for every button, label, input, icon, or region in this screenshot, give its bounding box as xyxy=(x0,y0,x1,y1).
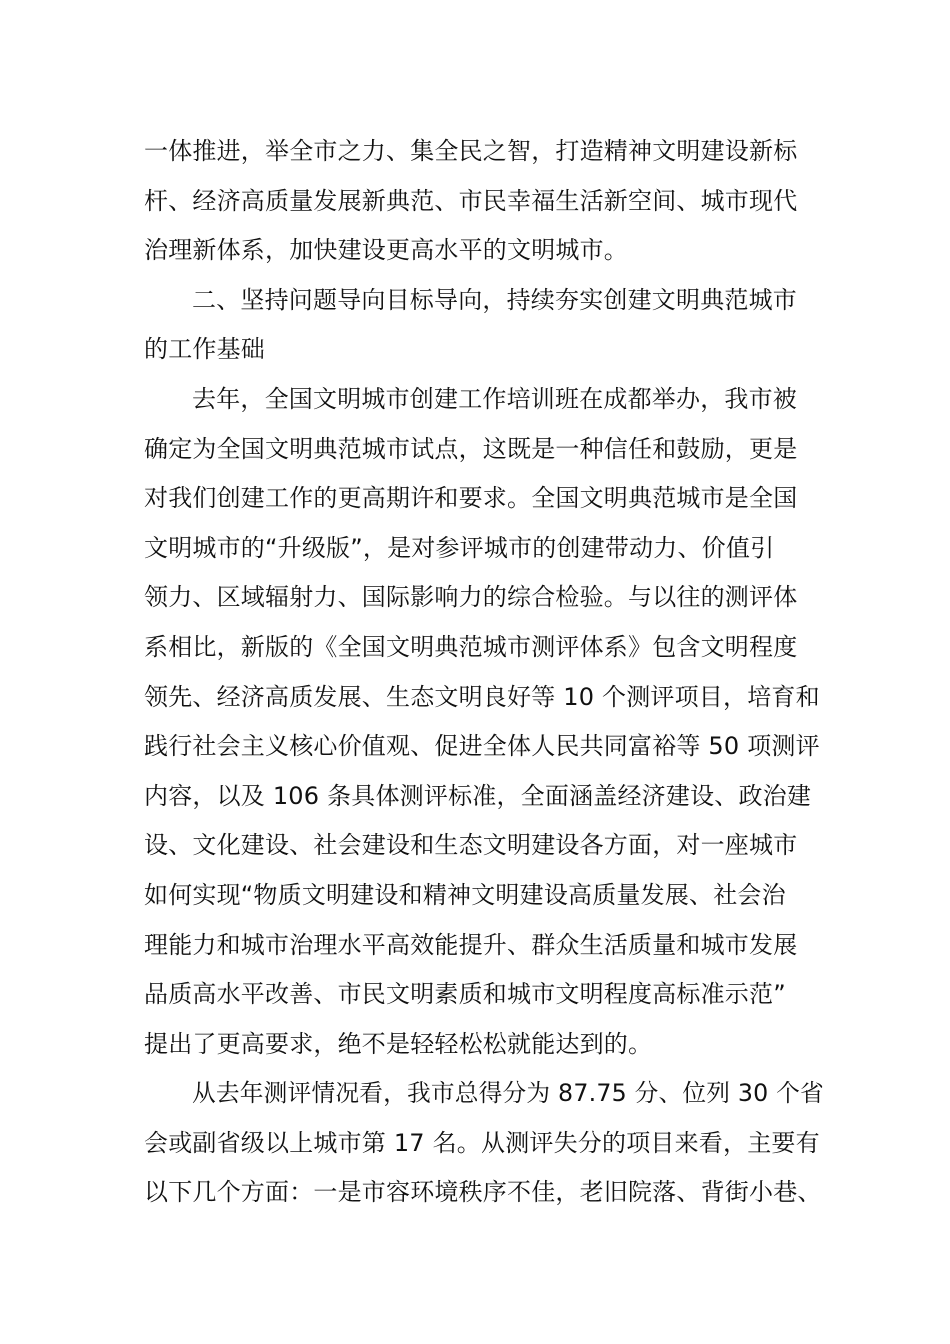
text-line: 文明城市的“升级版”，是对参评城市的创建带动力、价值引 xyxy=(144,533,775,562)
text-line: 杆、经济高质量发展新典范、市民幸福生活新空间、城市现代 xyxy=(144,186,798,215)
text-line: 一体推进，举全市之力、集全民之智，打造精神文明建设新标 xyxy=(144,137,798,165)
text-line: 如何实现“物质文明建设和精神文明建设高质量发展、社会治 xyxy=(144,880,786,909)
document-body xyxy=(144,127,824,1218)
text-line: 的工作基础 xyxy=(144,335,265,364)
text-line: 践行社会主义核心价值观、促进全体人民共同富裕等 50 项测评 xyxy=(144,732,820,761)
text-line: 治理新体系，加快建设更高水平的文明城市。 xyxy=(144,236,628,265)
text-line: 系相比，新版的《全国文明典范城市测评体系》包含文明程度 xyxy=(144,632,798,661)
text-line: 内容，以及 106 条具体测评标准，全面涵盖经济建设、政治建 xyxy=(144,781,812,810)
text-line: 去年，全国文明城市创建工作培训班在成都举办，我市被 xyxy=(192,384,797,413)
text-line: 理能力和城市治理水平高效能提升、群众生活质量和城市发展 xyxy=(144,930,798,959)
text-line: 会或副省级以上城市第 17 名。从测评失分的项目来看，主要有 xyxy=(144,1128,820,1157)
text-line: 从去年测评情况看，我市总得分为 87.75 分、位列 30 个省 xyxy=(192,1079,824,1108)
text-line: 设、文化建设、社会建设和生态文明建设各方面，对一座城市 xyxy=(144,831,798,860)
text-line: 领先、经济高质发展、生态文明良好等 10 个测评项目，培育和 xyxy=(144,682,820,711)
text-line: 领力、区域辐射力、国际影响力的综合检验。与以往的测评体 xyxy=(144,583,798,612)
text-line: 品质高水平改善、市民文明素质和城市文明程度高标准示范” xyxy=(144,980,786,1009)
text-line: 二、坚持问题导向目标导向，持续夯实创建文明典范城市 xyxy=(192,285,797,314)
text-line: 对我们创建工作的更高期许和要求。全国文明典范城市是全国 xyxy=(144,484,798,513)
text-line: 提出了更高要求，绝不是轻轻松松就能达到的。 xyxy=(144,1029,653,1058)
text-line: 确定为全国文明典范城市试点，这既是一种信任和鼓励，更是 xyxy=(144,434,798,463)
text-line: 以下几个方面：一是市容环境秩序不佳，老旧院落、背街小巷、 xyxy=(144,1178,822,1207)
